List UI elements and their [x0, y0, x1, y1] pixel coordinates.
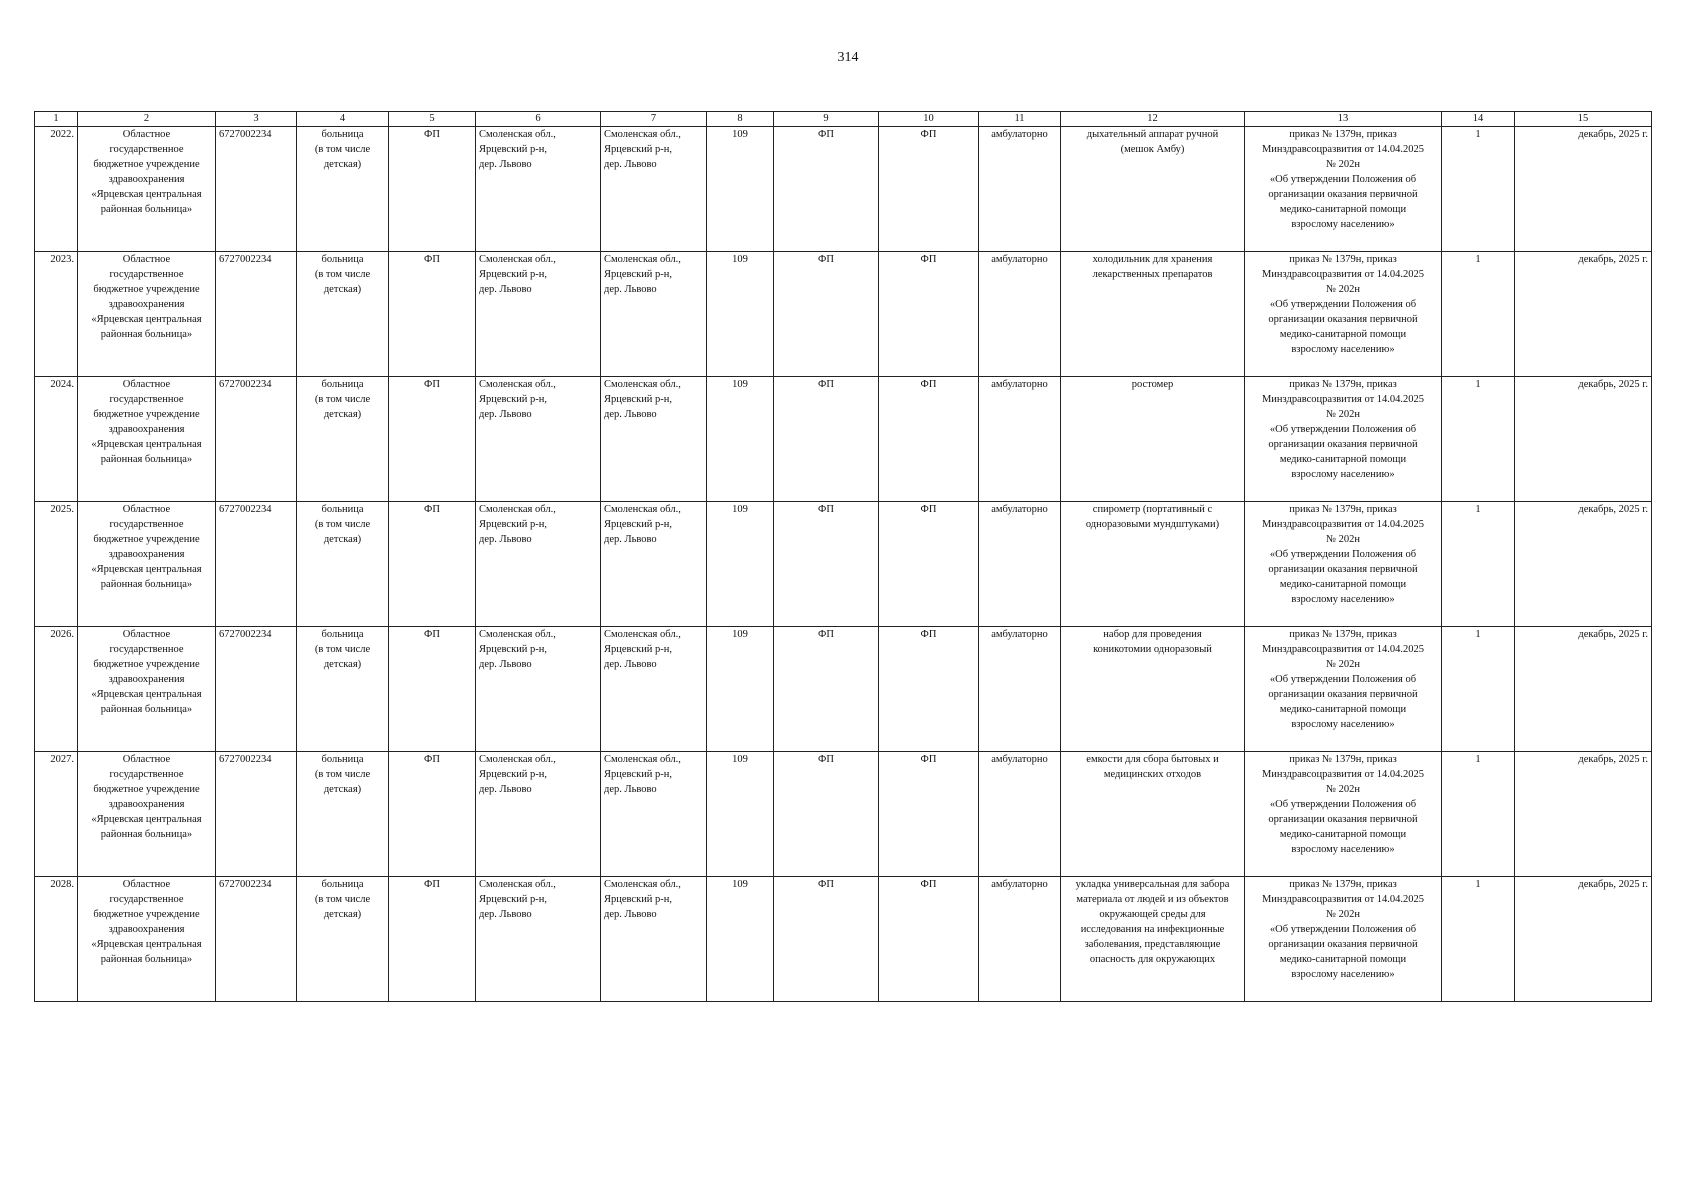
equipment-name: набор для проведения коникотомии одноразовый: [1061, 627, 1245, 752]
organization-name: Областное государственное бюджетное учреждение здравоохранения «Ярцевская центральная районная больница»: [78, 877, 216, 1002]
code-value: 109: [707, 502, 774, 627]
care-mode: амбулаторно: [979, 627, 1061, 752]
unit-type-2: ФП: [774, 627, 879, 752]
delivery-date: декабрь, 2025 г.: [1515, 752, 1652, 877]
inn-code: 6727002234: [216, 877, 297, 1002]
regulatory-order: приказ № 1379н, приказ Минздравсоцразвития от 14.04.2025 № 202н «Об утверждении Положения об организации оказания первичной медико-санитарной помощи взрослому населению»: [1245, 127, 1442, 252]
unit-type-3: ФП: [879, 752, 979, 877]
organization-name: Областное государственное бюджетное учреждение здравоохранения «Ярцевская центральная районная больница»: [78, 627, 216, 752]
facility-type: больница (в том числе детская): [297, 752, 389, 877]
regulatory-order: приказ № 1379н, приказ Минздравсоцразвития от 14.04.2025 № 202н «Об утверждении Положения об организации оказания первичной медико-санитарной помощи взрослому населению»: [1245, 377, 1442, 502]
facility-type: больница (в том числе детская): [297, 127, 389, 252]
equipment-name: укладка универсальная для забора материала от людей и из объектов окружающей среды для исследования на инфекционные заболевания, представляющие опасность для окружающих: [1061, 877, 1245, 1002]
care-mode: амбулаторно: [979, 877, 1061, 1002]
delivery-date: декабрь, 2025 г.: [1515, 502, 1652, 627]
row-number: 2027.: [35, 752, 78, 877]
column-header-13: 13: [1245, 112, 1442, 127]
regulatory-order: приказ № 1379н, приказ Минздравсоцразвития от 14.04.2025 № 202н «Об утверждении Положения об организации оказания первичной медико-санитарной помощи взрослому населению»: [1245, 502, 1442, 627]
address-primary: Смоленская обл., Ярцевский р-н, дер. Львово: [476, 252, 601, 377]
quantity: 1: [1442, 752, 1515, 877]
row-number: 2024.: [35, 377, 78, 502]
facility-type: больница (в том числе детская): [297, 377, 389, 502]
table-body: [35, 127, 1652, 1002]
row-number: 2025.: [35, 502, 78, 627]
column-header-12: 12: [1061, 112, 1245, 127]
organization-name: Областное государственное бюджетное учреждение здравоохранения «Ярцевская центральная районная больница»: [78, 752, 216, 877]
unit-type: ФП: [389, 377, 476, 502]
organization-name: Областное государственное бюджетное учреждение здравоохранения «Ярцевская центральная районная больница»: [78, 502, 216, 627]
address-primary: Смоленская обл., Ярцевский р-н, дер. Львово: [476, 627, 601, 752]
quantity: 1: [1442, 252, 1515, 377]
regulatory-order: приказ № 1379н, приказ Минздравсоцразвития от 14.04.2025 № 202н «Об утверждении Положения об организации оказания первичной медико-санитарной помощи взрослому населению»: [1245, 752, 1442, 877]
equipment-name: дыхательный аппарат ручной (мешок Амбу): [1061, 127, 1245, 252]
quantity: 1: [1442, 627, 1515, 752]
unit-type: ФП: [389, 502, 476, 627]
unit-type-2: ФП: [774, 127, 879, 252]
table-row: [35, 627, 1652, 752]
page-number: 314: [837, 50, 859, 65]
address-primary: Смоленская обл., Ярцевский р-н, дер. Львово: [476, 377, 601, 502]
unit-type: ФП: [389, 752, 476, 877]
address-secondary: Смоленская обл., Ярцевский р-н, дер. Львово: [601, 252, 707, 377]
unit-type-3: ФП: [879, 502, 979, 627]
row-number: 2023.: [35, 252, 78, 377]
code-value: 109: [707, 627, 774, 752]
facility-type: больница (в том числе детская): [297, 502, 389, 627]
equipment-registry-table: [34, 111, 1652, 1002]
facility-type: больница (в том числе детская): [297, 877, 389, 1002]
row-number: 2026.: [35, 627, 78, 752]
unit-type-3: ФП: [879, 877, 979, 1002]
column-header-1: 1: [35, 112, 78, 127]
address-primary: Смоленская обл., Ярцевский р-н, дер. Львово: [476, 127, 601, 252]
code-value: 109: [707, 127, 774, 252]
unit-type-3: ФП: [879, 252, 979, 377]
code-value: 109: [707, 252, 774, 377]
delivery-date: декабрь, 2025 г.: [1515, 127, 1652, 252]
organization-name: Областное государственное бюджетное учреждение здравоохранения «Ярцевская центральная районная больница»: [78, 127, 216, 252]
regulatory-order: приказ № 1379н, приказ Минздравсоцразвития от 14.04.2025 № 202н «Об утверждении Положения об организации оказания первичной медико-санитарной помощи взрослому населению»: [1245, 252, 1442, 377]
row-number: 2028.: [35, 877, 78, 1002]
care-mode: амбулаторно: [979, 752, 1061, 877]
delivery-date: декабрь, 2025 г.: [1515, 627, 1652, 752]
column-header-11: 11: [979, 112, 1061, 127]
quantity: 1: [1442, 502, 1515, 627]
organization-name: Областное государственное бюджетное учреждение здравоохранения «Ярцевская центральная районная больница»: [78, 252, 216, 377]
inn-code: 6727002234: [216, 127, 297, 252]
row-number: 2022.: [35, 127, 78, 252]
table-row: [35, 377, 1652, 502]
column-header-10: 10: [879, 112, 979, 127]
inn-code: 6727002234: [216, 627, 297, 752]
inn-code: 6727002234: [216, 252, 297, 377]
unit-type: ФП: [389, 127, 476, 252]
column-number-row: [35, 112, 1652, 127]
inn-code: 6727002234: [216, 377, 297, 502]
care-mode: амбулаторно: [979, 127, 1061, 252]
inn-code: 6727002234: [216, 752, 297, 877]
unit-type-2: ФП: [774, 502, 879, 627]
address-primary: Смоленская обл., Ярцевский р-н, дер. Львово: [476, 502, 601, 627]
quantity: 1: [1442, 877, 1515, 1002]
unit-type-3: ФП: [879, 127, 979, 252]
table-row: [35, 752, 1652, 877]
equipment-name: спирометр (портативный с одноразовыми мундштуками): [1061, 502, 1245, 627]
organization-name: Областное государственное бюджетное учреждение здравоохранения «Ярцевская центральная районная больница»: [78, 377, 216, 502]
unit-type: ФП: [389, 627, 476, 752]
inn-code: 6727002234: [216, 502, 297, 627]
unit-type-2: ФП: [774, 377, 879, 502]
delivery-date: декабрь, 2025 г.: [1515, 877, 1652, 1002]
address-secondary: Смоленская обл., Ярцевский р-н, дер. Львово: [601, 377, 707, 502]
address-secondary: Смоленская обл., Ярцевский р-н, дер. Львово: [601, 877, 707, 1002]
code-value: 109: [707, 877, 774, 1002]
unit-type: ФП: [389, 252, 476, 377]
column-header-6: 6: [476, 112, 601, 127]
code-value: 109: [707, 377, 774, 502]
delivery-date: декабрь, 2025 г.: [1515, 377, 1652, 502]
column-header-9: 9: [774, 112, 879, 127]
address-secondary: Смоленская обл., Ярцевский р-н, дер. Львово: [601, 502, 707, 627]
care-mode: амбулаторно: [979, 502, 1061, 627]
unit-type-3: ФП: [879, 377, 979, 502]
column-header-8: 8: [707, 112, 774, 127]
equipment-name: ростомер: [1061, 377, 1245, 502]
delivery-date: декабрь, 2025 г.: [1515, 252, 1652, 377]
column-header-14: 14: [1442, 112, 1515, 127]
regulatory-order: приказ № 1379н, приказ Минздравсоцразвития от 14.04.2025 № 202н «Об утверждении Положения об организации оказания первичной медико-санитарной помощи взрослому населению»: [1245, 877, 1442, 1002]
address-secondary: Смоленская обл., Ярцевский р-н, дер. Львово: [601, 127, 707, 252]
address-secondary: Смоленская обл., Ярцевский р-н, дер. Львово: [601, 752, 707, 877]
facility-type: больница (в том числе детская): [297, 627, 389, 752]
facility-type: больница (в том числе детская): [297, 252, 389, 377]
column-header-15: 15: [1515, 112, 1652, 127]
column-header-4: 4: [297, 112, 389, 127]
unit-type-2: ФП: [774, 877, 879, 1002]
code-value: 109: [707, 752, 774, 877]
unit-type-2: ФП: [774, 252, 879, 377]
column-header-2: 2: [78, 112, 216, 127]
address-primary: Смоленская обл., Ярцевский р-н, дер. Львово: [476, 752, 601, 877]
unit-type-2: ФП: [774, 752, 879, 877]
unit-type-3: ФП: [879, 627, 979, 752]
address-primary: Смоленская обл., Ярцевский р-н, дер. Львово: [476, 877, 601, 1002]
regulatory-order: приказ № 1379н, приказ Минздравсоцразвития от 14.04.2025 № 202н «Об утверждении Положения об организации оказания первичной медико-санитарной помощи взрослому населению»: [1245, 627, 1442, 752]
table-row: [35, 877, 1652, 1002]
equipment-name: холодильник для хранения лекарственных препаратов: [1061, 252, 1245, 377]
care-mode: амбулаторно: [979, 377, 1061, 502]
column-header-7: 7: [601, 112, 707, 127]
care-mode: амбулаторно: [979, 252, 1061, 377]
quantity: 1: [1442, 127, 1515, 252]
unit-type: ФП: [389, 877, 476, 1002]
equipment-name: емкости для сбора бытовых и медицинских отходов: [1061, 752, 1245, 877]
column-header-5: 5: [389, 112, 476, 127]
column-header-3: 3: [216, 112, 297, 127]
table-row: [35, 502, 1652, 627]
quantity: 1: [1442, 377, 1515, 502]
table-row: [35, 252, 1652, 377]
table-row: [35, 127, 1652, 252]
address-secondary: Смоленская обл., Ярцевский р-н, дер. Львово: [601, 627, 707, 752]
